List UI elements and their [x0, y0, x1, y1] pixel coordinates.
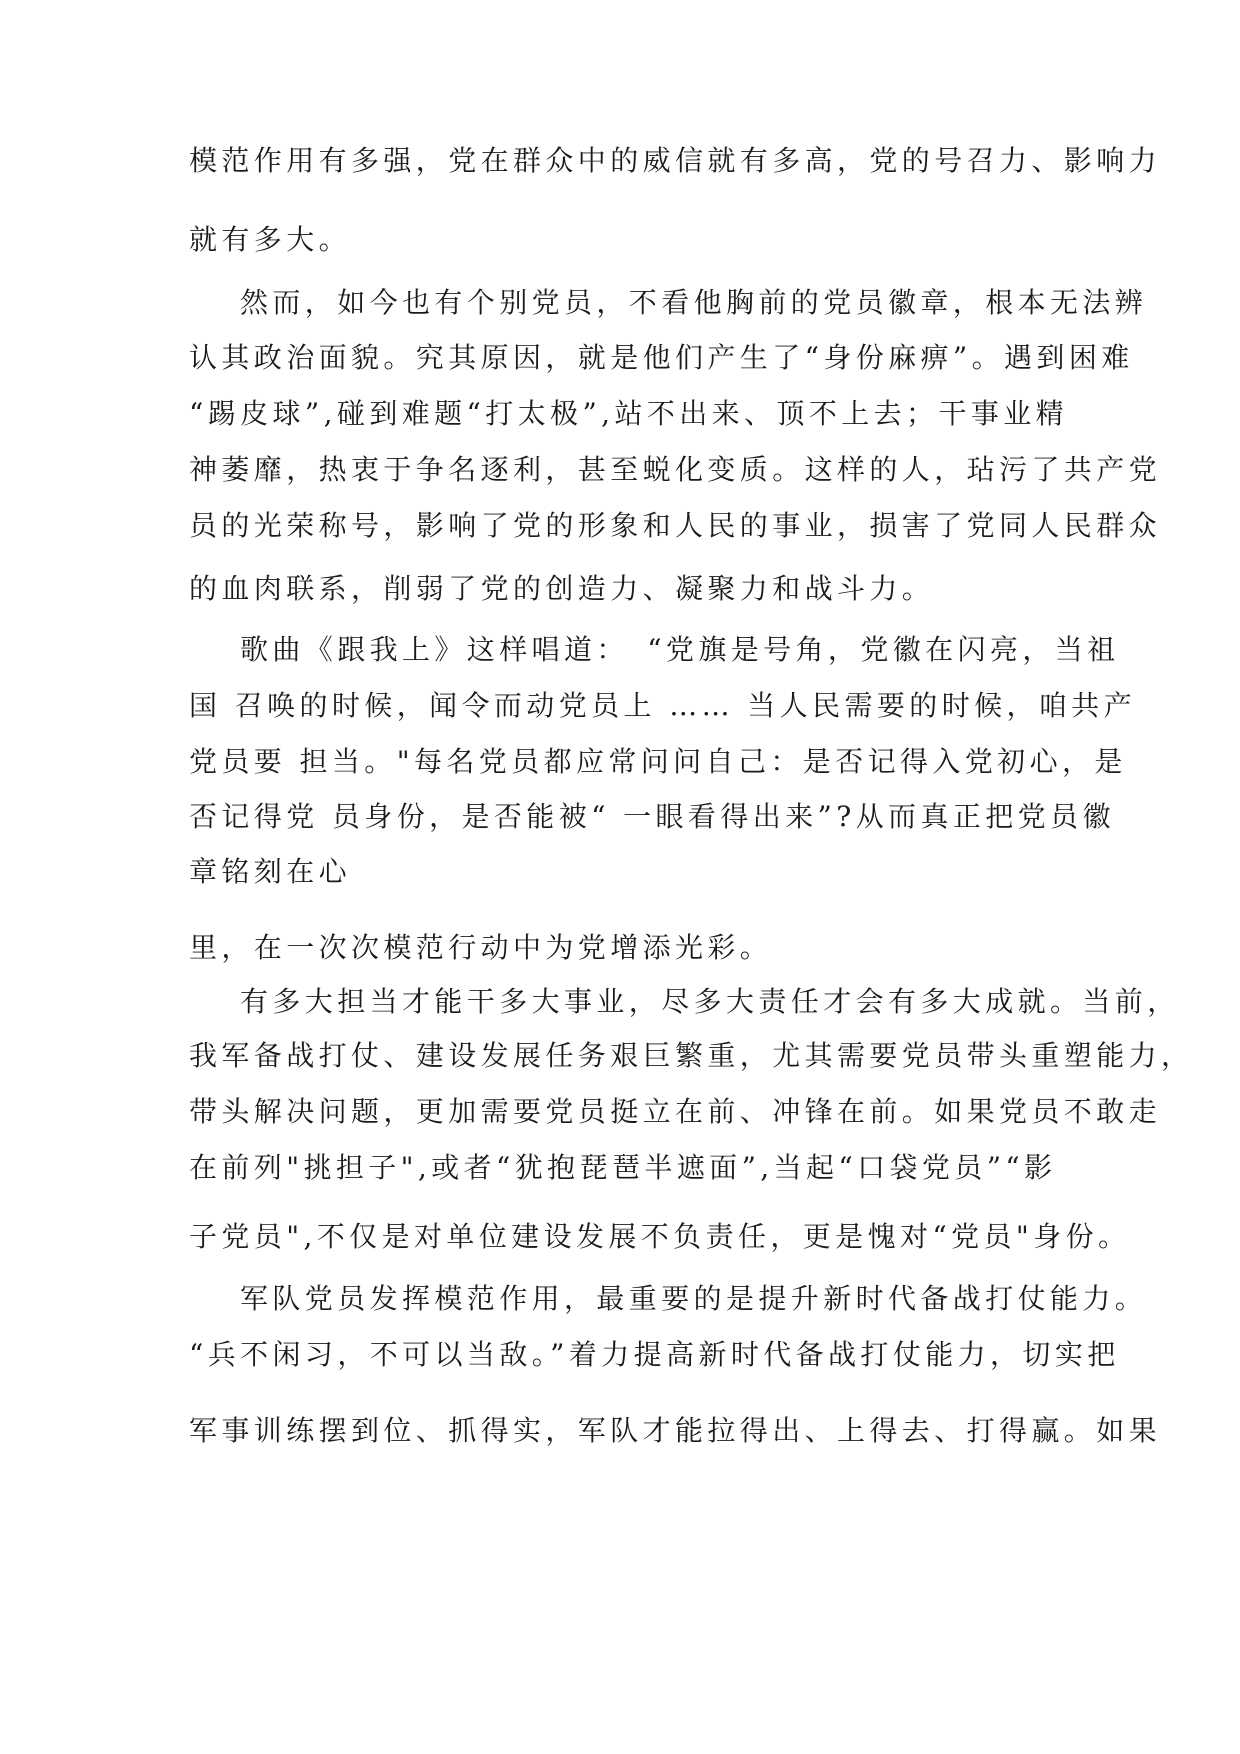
text-line: 的血肉联系，削弱了党的创造力、凝聚力和战斗力。: [189, 572, 935, 605]
text-line: 里，在一次次模范行动中为党增添光彩。: [189, 931, 773, 964]
text-line: 神萎靡，热衷于争名逐利，甚至蜕化变质。这样的人，玷污了共产党: [189, 453, 1162, 486]
text-line: 国 召唤的时候，闻令而动党员上 …… 当人民需要的时候，咱共产: [189, 689, 1137, 722]
text-line: 员的光荣称号，影响了党的形象和人民的事业，损害了党同人民群众: [189, 509, 1162, 542]
text-line: 党员要 担当。"每名党员都应常问问自己：是否记得入党初心，是: [189, 745, 1127, 778]
text-line: “兵不闲习，不可以当敌。”着力提高新时代备战打仗能力，切实把: [189, 1338, 1120, 1371]
text-line: 带头解决问题，更加需要党员挺立在前、冲锋在前。如果党员不敢走: [189, 1095, 1162, 1128]
text-line: 子党员",不仅是对单位建设发展不负责任，更是愧对“党员"身份。: [189, 1220, 1131, 1253]
text-line: 就有多大。: [189, 223, 352, 256]
text-line: 在前列"挑担子",或者“犹抱琵琶半遮面”,当起“口袋党员”“影: [189, 1151, 1057, 1184]
text-line: 军事训练摆到位、抓得实，军队才能拉得出、上得去、打得赢。如果: [189, 1414, 1162, 1447]
text-line: 否记得党 员身份，是否能被“ 一眼看得出来”?从而真正把党员徽: [189, 800, 1115, 833]
text-line: 然而，如今也有个别党员，不看他胸前的党员徽章，根本无法辨: [240, 286, 1148, 319]
text-line: 我军备战打仗、建设发展任务艰巨繁重，尤其需要党员带头重塑能力，: [189, 1039, 1194, 1072]
text-line: 有多大担当才能干多大事业，尽多大责任才会有多大成就。当前，: [240, 985, 1180, 1018]
text-line: 章铭刻在心: [189, 855, 352, 888]
text-line: 军队党员发挥模范作用，最重要的是提升新时代备战打仗能力。: [240, 1282, 1148, 1315]
text-line: 认其政治面貌。究其原因，就是他们产生了“身份麻痹”。遇到困难: [189, 341, 1134, 374]
text-line: 模范作用有多强，党在群众中的威信就有多高，党的号召力、影响力: [189, 144, 1162, 177]
text-line: 歌曲《跟我上》这样唱道： “党旗是号角，党徽在闪亮，当祖: [240, 633, 1120, 666]
text-line: “踢皮球”,碰到难题“打太极”,站不出来、顶不上去；干事业精: [189, 397, 1069, 430]
